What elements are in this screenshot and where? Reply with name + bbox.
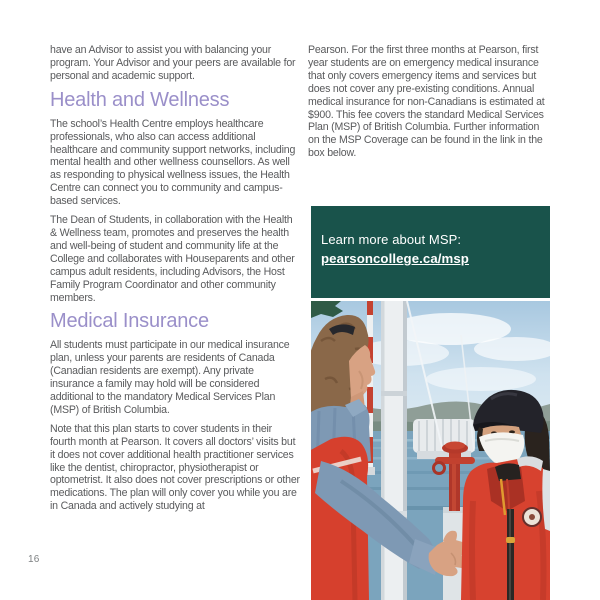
- msp-link[interactable]: pearsoncollege.ca/msp: [321, 251, 469, 266]
- page-number: 16: [28, 554, 40, 565]
- heading-health-and-wellness: Health and Wellness: [50, 88, 230, 111]
- continuation-paragraph: Pearson. For the first three months at Pearson, first year students are on emergency medical insurance that only covers emergency items and services but does not cover any pre-existing conditions. Annual medical insurance for non-Canadians is estimated at $900. This fee covers the standard Medical Services Plan (MSP) of British Columbia. Further information on the MSP Coverage can be found in the link in the box below.: [308, 44, 545, 160]
- medical-insurance-paragraph-1: All students must participate in our medical insurance plan, unless your parents are residents of Canada (Canadian residents are exempt). Any private insurance a family may hold will be considered additional to the mandatory Medical Services Plan (MSP) of British Columbia.: [50, 339, 290, 416]
- msp-box-label: Learn more about MSP:: [321, 232, 462, 247]
- intro-paragraph: have an Advisor to assist you with balancing your program. Your Advisor and your peers are available for personal and academic support.: [50, 44, 296, 82]
- right-column: [308, 44, 551, 166]
- boat-photo: [311, 301, 550, 600]
- health-wellness-paragraph-2: The Dean of Students, in collaboration with the Health & Wellness team, promotes and preserves the health and well-being of student and community life at the College and collaborates with Houseparents and other campus adult residents, including Advisors, the Host Family Program Coordinator and other community members.: [50, 214, 295, 304]
- medical-insurance-paragraph-2: Note that this plan starts to cover students in their fourth month at Pearson. It covers all doctors’ visits but it does not cover additional health practitioner services like the dentist, chiropractor, physiotherapist or optometrist. It also does not cover prescriptions or other medications. The plan will only cover you while you are in Canada and actively studying at: [50, 422, 300, 513]
- photo-student-right: [461, 390, 550, 600]
- left-column: [50, 44, 300, 519]
- boat-photo-illustration: [311, 301, 550, 600]
- health-wellness-paragraph-1: The school’s Health Centre employs healthcare professionals, who also can access additional healthcare and community support networks, including mental health and other wellness counsellors. As well as responding to physical wellness issues, the Health Centre can connect you to community and campus-based services.: [50, 117, 296, 208]
- msp-info-box: [311, 206, 550, 298]
- heading-medical-insurance: Medical Insurance: [50, 310, 209, 333]
- photo-vent-cylinder: [413, 419, 475, 459]
